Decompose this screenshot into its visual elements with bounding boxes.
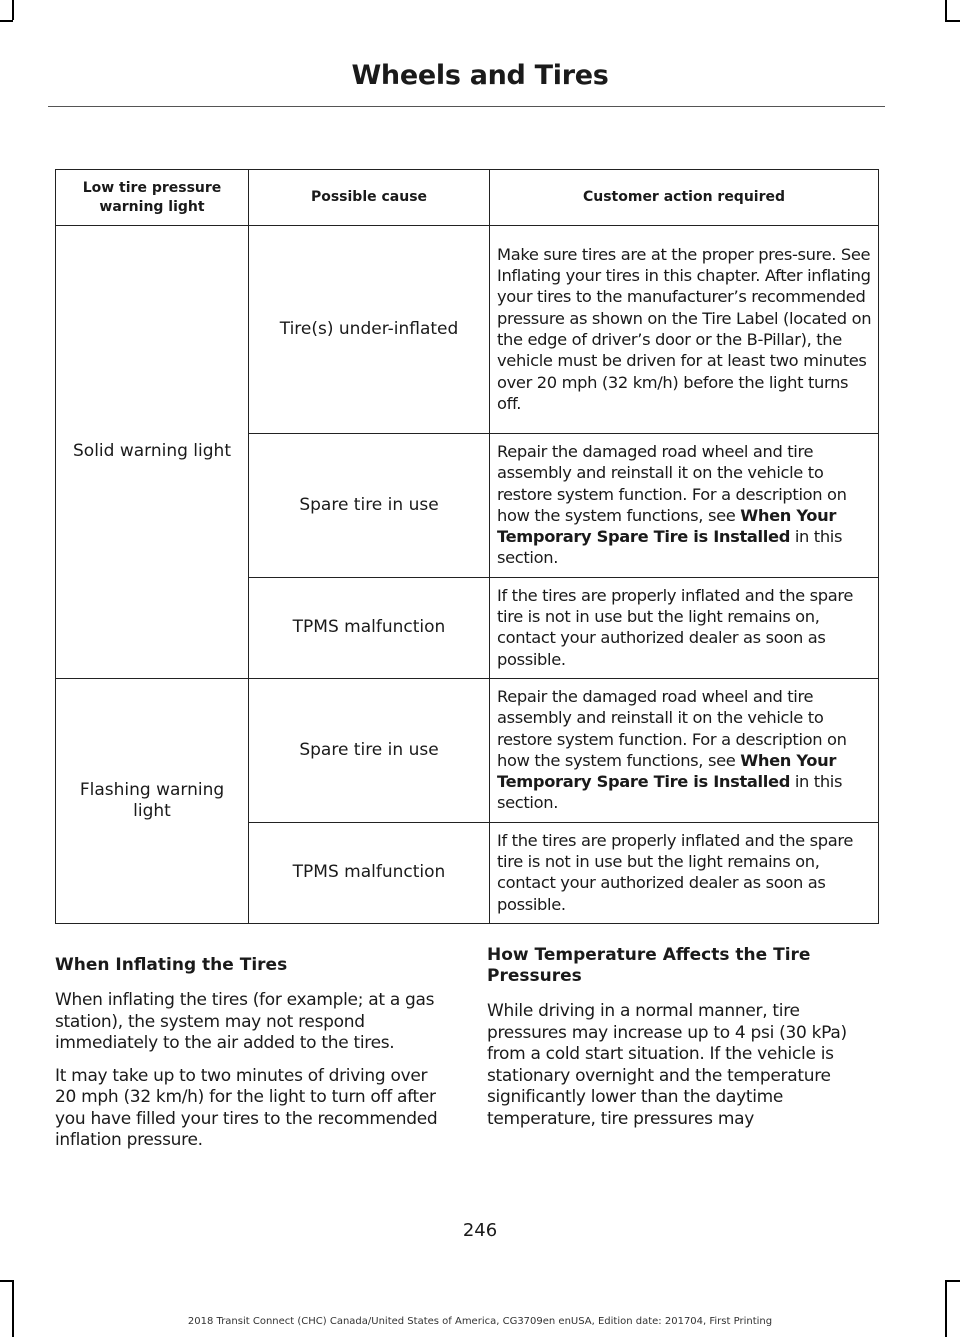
possible-cause-cell: TPMS malfunction	[249, 822, 490, 923]
warning-light-cell: Flashing warning light	[56, 678, 249, 923]
table-header-row	[56, 170, 879, 226]
header-divider	[48, 106, 885, 107]
customer-action-cell	[490, 434, 879, 578]
action-text: Repair the damaged road wheel and tire assembly and reinstall it on the vehicle to restore system function. For a description on how the system functions, see	[497, 442, 847, 525]
cross-reference-link[interactable]: When Your Temporary Spare Tire is Installed	[497, 505, 837, 547]
crop-mark	[12, 0, 14, 20]
possible-cause-cell: TPMS malfunction	[249, 577, 490, 678]
page-title: Wheels and Tires	[351, 60, 609, 91]
header-possible-cause: Possible cause	[249, 170, 490, 226]
action-text: in this section.	[497, 527, 843, 568]
customer-action-cell	[490, 678, 879, 822]
body-paragraph: When inflating the tires (for example; at a gas station), the system may not respond immediately to the air added to the tires.	[55, 990, 435, 1053]
table-row	[56, 226, 879, 434]
possible-cause-cell: Spare tire in use	[249, 678, 490, 822]
tpms-warning-table	[55, 169, 879, 924]
header-warning-light: Low tire pressure warning light	[56, 170, 249, 226]
action-text: in this section.	[497, 772, 843, 813]
customer-action-cell: Make sure tires are at the proper pres-sure. See Inflating your tires in this chapter. After inflating your tires to the manufacturer’s recommended pressure as shown on the Tire Label (located on the edge of driver’s door or the B-Pillar), the vehicle must be driven for at least two minutes over 20 mph (32 km/h) before the light turns off.	[490, 226, 879, 434]
crop-mark	[12, 1280, 14, 1337]
left-text-column	[55, 955, 448, 1163]
body-paragraph: While driving in a normal manner, tire pressures may increase up to 4 psi (30 kPa) from a cold start situation. If the vehicle is stationary overnight and the temperature significantly lower than the daytime temperature, tire pressures may	[487, 1001, 847, 1129]
crop-mark	[945, 0, 947, 20]
customer-action-cell: If the tires are properly inflated and the spare tire is not in use but the light remains on, contact your authorized dealer as soon as possible.	[490, 577, 879, 678]
crop-mark	[0, 1280, 13, 1282]
possible-cause-cell: Tire(s) under-inflated	[249, 226, 490, 434]
customer-action-cell: If the tires are properly inflated and the spare tire is not in use but the light remains on, contact your authorized dealer as soon as possible.	[490, 822, 879, 923]
possible-cause-cell: Spare tire in use	[249, 434, 490, 578]
body-paragraph: It may take up to two minutes of driving over 20 mph (32 km/h) for the light to turn off after you have filled your tires to the recommended inflation pressure.	[55, 1065, 438, 1150]
warning-light-cell: Solid warning light	[56, 226, 249, 679]
crop-mark	[945, 1280, 947, 1337]
crop-mark	[945, 1280, 960, 1282]
section-heading: How Temperature Affects the Tire Pressures	[487, 945, 811, 986]
footer-edition-info: 2018 Transit Connect (CHC) Canada/United States of America, CG3709en enUSA, Edition date: 201704, First Printing	[187, 1316, 773, 1327]
crop-mark	[0, 20, 13, 22]
page-number: 246	[462, 1220, 498, 1241]
right-text-column	[487, 945, 880, 1141]
action-text: Repair the damaged road wheel and tire assembly and reinstall it on the vehicle to restore system function. For a description on how the system functions, see	[497, 686, 847, 770]
cross-reference-link[interactable]: When Your Temporary Spare Tire is Installed	[497, 750, 837, 792]
header-customer-action: Customer action required	[490, 170, 879, 226]
crop-mark	[945, 20, 960, 22]
table-row	[56, 678, 879, 822]
section-heading: When Inflating the Tires	[55, 955, 288, 975]
